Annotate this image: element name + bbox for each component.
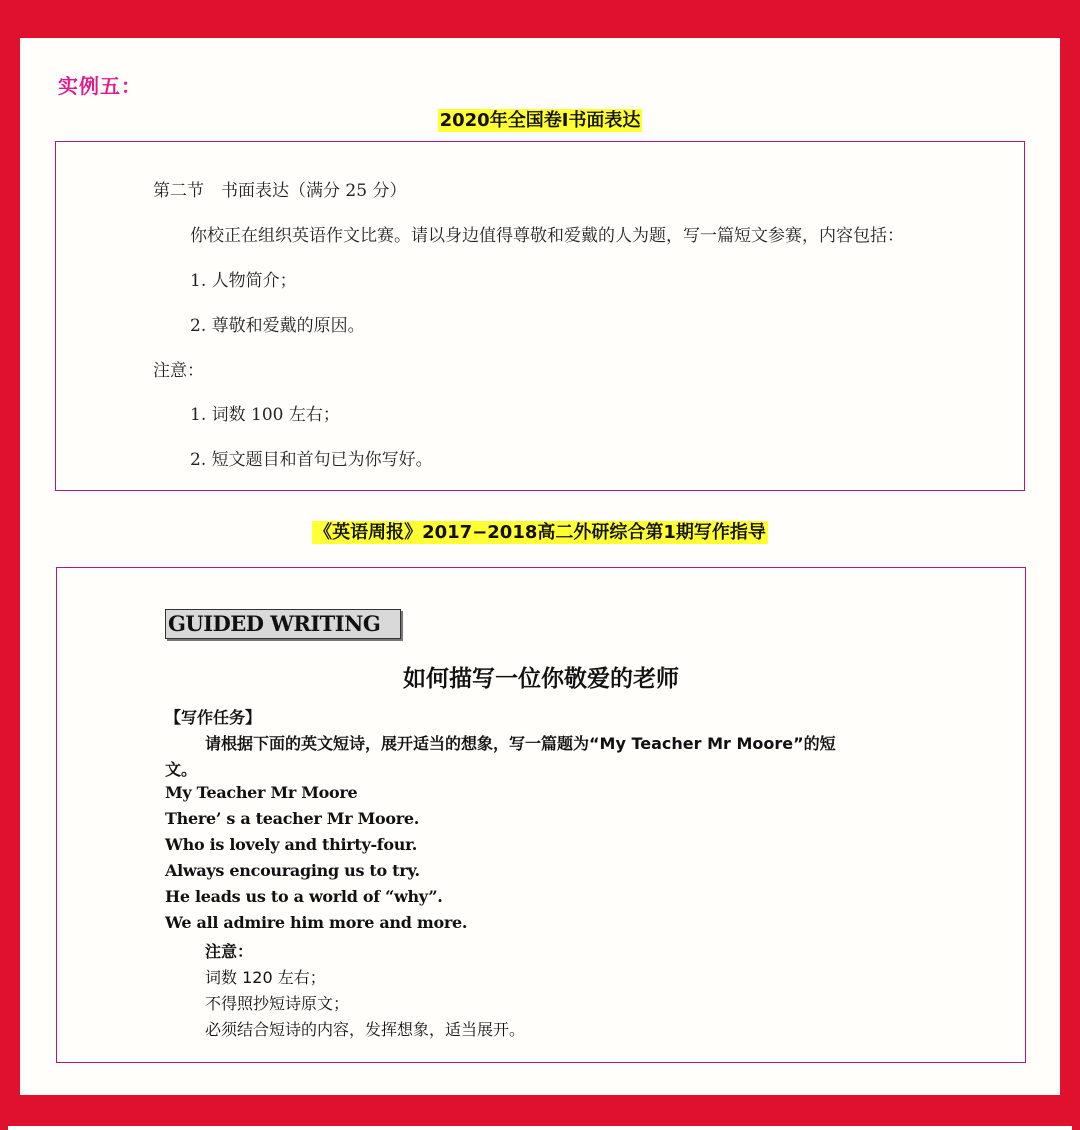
poem-line-5: He leads us to a world of “why”. bbox=[165, 887, 443, 906]
exam-prompt-box bbox=[55, 141, 1025, 491]
poem-line-3: Who is lovely and thirty-four. bbox=[165, 835, 418, 854]
bottom-red-band bbox=[0, 1095, 1080, 1130]
bottom-white-strip bbox=[8, 1126, 1072, 1130]
task-label: 【写作任务】 bbox=[165, 708, 262, 727]
content-panel bbox=[20, 38, 1060, 1095]
note-item-2: 2. 短文题目和首句已为你写好。 bbox=[190, 450, 433, 470]
guided-note-3: 必须结合短诗的内容，发挥想象，适当展开。 bbox=[205, 1020, 526, 1039]
caption-exam-title bbox=[20, 106, 1060, 132]
content-item-1: 1. 人物简介； bbox=[190, 271, 297, 291]
guided-writing-title: 如何描写一位你敬爱的老师 bbox=[403, 666, 679, 692]
example-label: 实例五： bbox=[58, 74, 142, 98]
note-item-1: 1. 词数 100 左右； bbox=[190, 405, 340, 425]
poem-line-4: Always encouraging us to try. bbox=[165, 861, 420, 880]
guided-note-2: 不得照抄短诗原文； bbox=[205, 994, 350, 1013]
top-red-band bbox=[0, 0, 1080, 38]
content-item-2: 2. 尊敬和爱戴的原因。 bbox=[190, 316, 365, 336]
task-line-2: 文。 bbox=[165, 760, 198, 779]
guided-note-label: 注意： bbox=[205, 942, 254, 961]
caption-exam-title-text: 2020年全国卷I书面表达 bbox=[439, 110, 641, 131]
caption-source-title-text: 《英语周报》2017−2018高二外研综合第1期写作指导 bbox=[314, 522, 766, 543]
guided-writing-label: GUIDED WRITING bbox=[165, 609, 401, 639]
prompt-intro: 你校正在组织英语作文比赛。请以身边值得尊敬和爱戴的人为题，写一篇短文参赛，内容包括： bbox=[190, 226, 904, 246]
guided-writing-box bbox=[56, 567, 1026, 1063]
note-label: 注意： bbox=[153, 361, 204, 381]
poem-line-2: There’ s a teacher Mr Moore. bbox=[165, 809, 420, 828]
section-title: 第二节 书面表达（满分 25 分） bbox=[153, 181, 407, 201]
poem-line-1: My Teacher Mr Moore bbox=[165, 783, 358, 802]
guided-note-1: 词数 120 左右； bbox=[205, 968, 326, 987]
poem-line-6: We all admire him more and more. bbox=[165, 913, 468, 932]
caption-source-title bbox=[20, 518, 1060, 544]
task-line-1: 请根据下面的英文短诗，展开适当的想象，写一篇题为“My Teacher Mr Moore”的短 bbox=[205, 734, 836, 753]
